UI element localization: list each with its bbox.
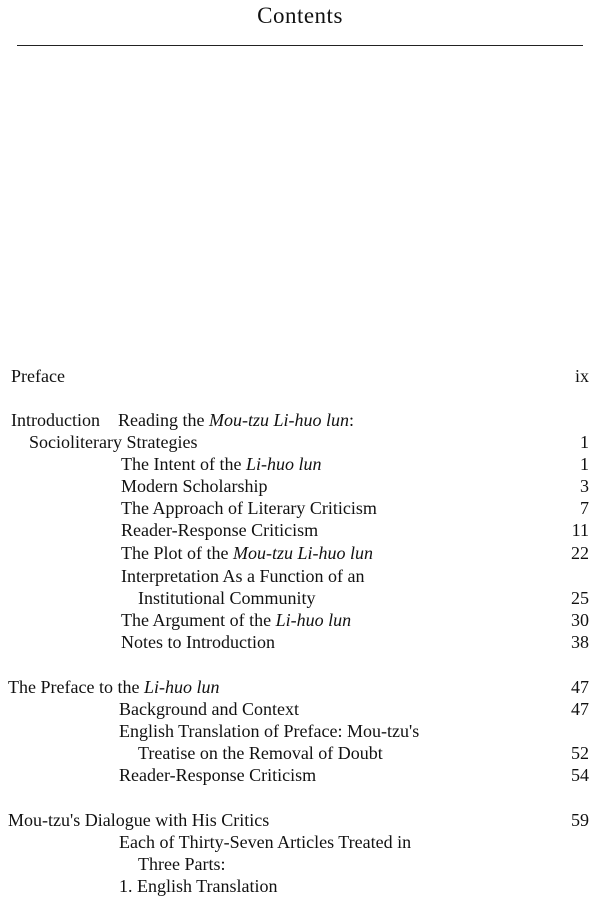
introduction-subtitle-italic: Mou-tzu Li-huo lun xyxy=(208,410,349,430)
title-rule xyxy=(17,45,583,46)
introduction-subtitle-post: : xyxy=(348,410,354,430)
toc-label: Notes to Introduction xyxy=(121,632,275,652)
toc-page-number: 25 xyxy=(571,588,589,608)
toc-page-number: 59 xyxy=(571,810,589,830)
toc-page-number: 11 xyxy=(571,520,589,540)
toc-label: 1. English Translation xyxy=(119,876,278,896)
toc-subentry xyxy=(119,720,589,742)
toc-page-number: 47 xyxy=(571,699,589,719)
toc-page-number: 54 xyxy=(571,765,589,785)
toc-subentry xyxy=(121,497,589,519)
toc-label: Three Parts: xyxy=(138,854,226,874)
toc-label: The Argument of the Li-huo lun xyxy=(121,610,352,630)
introduction-label: Introduction xyxy=(11,410,100,430)
toc-label: Institutional Community xyxy=(138,588,316,608)
toc-subentry-continued xyxy=(138,587,589,609)
toc-subentry xyxy=(121,542,589,564)
toc-entry-preface-section xyxy=(8,676,589,698)
toc-page-number: 22 xyxy=(571,543,589,563)
toc-page-number: 52 xyxy=(571,743,589,763)
toc-subentry xyxy=(119,831,589,853)
toc-subentry xyxy=(121,609,589,631)
toc-subentry xyxy=(121,475,589,497)
toc-label: Reader-Response Criticism xyxy=(119,765,317,785)
toc-entry-introduction-line2 xyxy=(29,431,589,453)
toc-label: Interpretation As a Function of an xyxy=(121,566,365,586)
toc-entry-dialogue xyxy=(8,809,589,831)
toc-subentry xyxy=(121,631,589,653)
toc-page-number: 1 xyxy=(580,454,589,474)
toc-subentry-continued xyxy=(138,853,589,875)
toc-label: Preface xyxy=(11,366,65,386)
toc-subentry xyxy=(119,875,589,897)
toc-subentry xyxy=(119,698,589,720)
introduction-subtitle-pre: Reading the xyxy=(117,410,209,430)
toc-label: The Preface to the Li-huo lun xyxy=(8,677,220,697)
toc-page-number: 3 xyxy=(580,476,589,496)
toc-label: The Approach of Literary Criticism xyxy=(121,498,377,518)
toc-label: Socioliterary Strategies xyxy=(29,432,198,452)
toc-label: Modern Scholarship xyxy=(121,476,268,496)
toc-label: The Plot of the Mou-tzu Li-huo lun xyxy=(121,543,373,563)
toc-label: Reader-Response Criticism xyxy=(121,520,319,540)
toc-label: English Translation of Preface: Mou-tzu's xyxy=(119,721,420,741)
toc-label: Treatise on the Removal of Doubt xyxy=(138,743,383,763)
toc-page-number: ix xyxy=(574,366,589,386)
toc-subentry xyxy=(121,453,589,475)
toc-page-number: 47 xyxy=(571,677,589,697)
toc-page-number: 30 xyxy=(571,610,589,630)
toc-page-number: 7 xyxy=(580,498,589,518)
toc-label: Each of Thirty-Seven Articles Treated in xyxy=(119,832,412,852)
toc-subentry xyxy=(119,764,589,786)
toc-entry-preface xyxy=(11,365,589,387)
toc-subentry-continued xyxy=(138,742,589,764)
toc-subentry xyxy=(121,519,589,541)
toc-page-number: 1 xyxy=(580,432,589,452)
toc-label: Mou-tzu's Dialogue with His Critics xyxy=(8,810,270,830)
toc-page-number: 38 xyxy=(571,632,589,652)
page-title: Contents xyxy=(257,3,343,28)
toc-subentry xyxy=(121,565,589,587)
toc-label: Background and Context xyxy=(119,699,299,719)
toc-label: The Intent of the Li-huo lun xyxy=(121,454,322,474)
toc-entry-introduction xyxy=(11,409,589,431)
toc-label xyxy=(11,409,354,431)
